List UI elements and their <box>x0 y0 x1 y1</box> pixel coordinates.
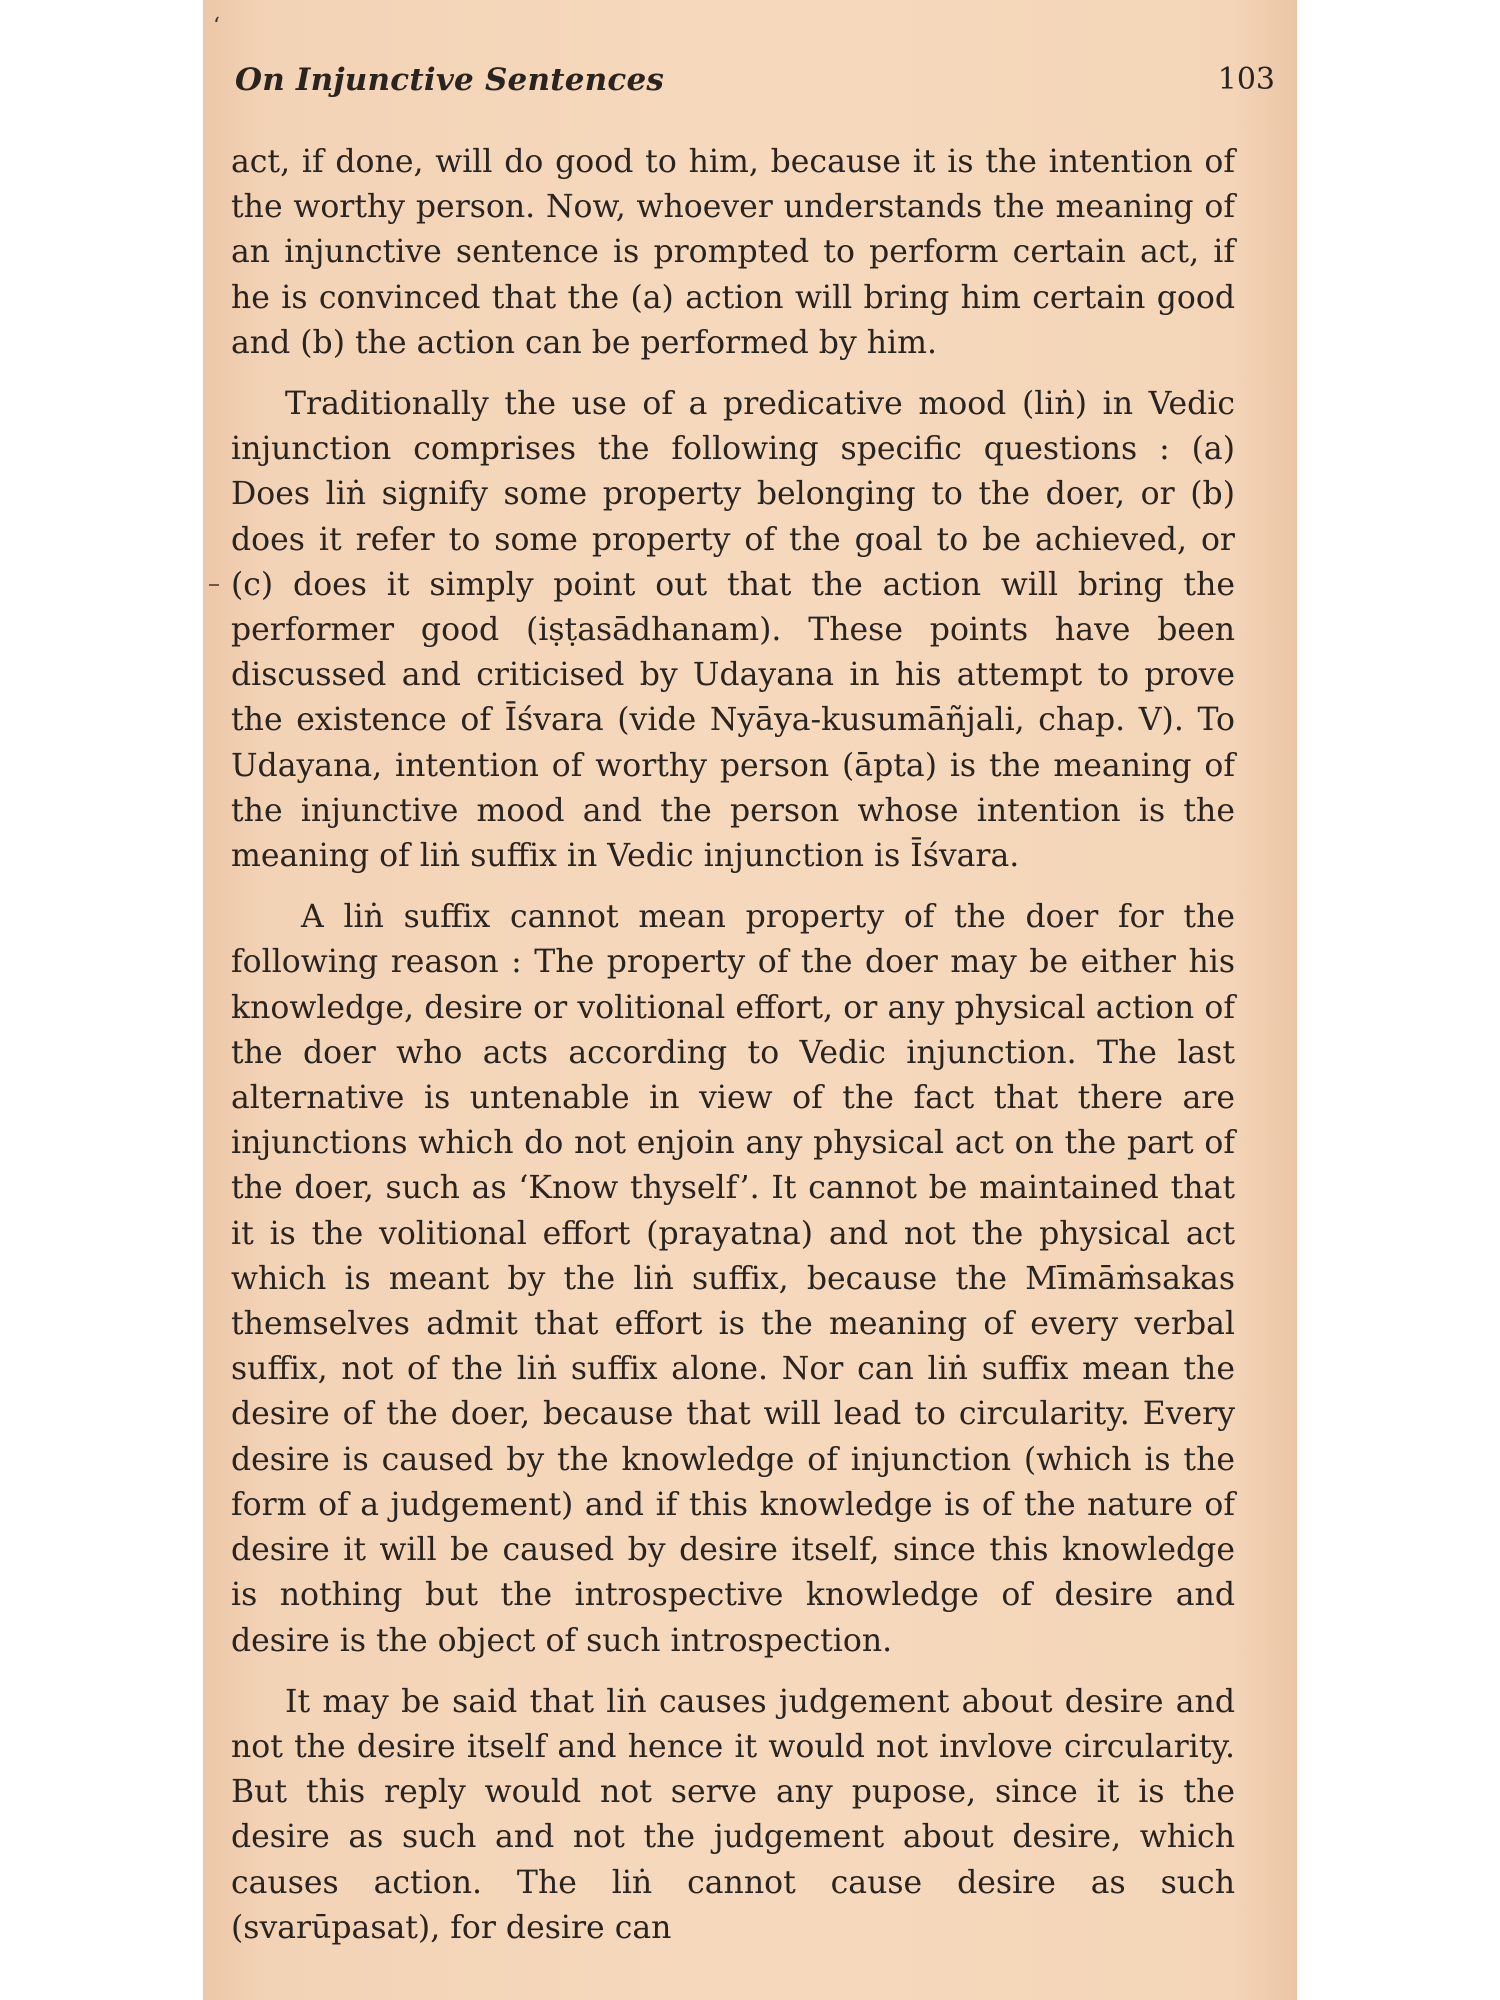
running-title: On Injunctive Sentences <box>235 62 665 98</box>
margin-scan-mark <box>209 584 219 586</box>
paragraph-1: act, if done, will do good to him, because it is the intention of the worthy person. Now, whoever understands the meaning of an injunctive sentence is prompted to perform certain act, if he is convinced that the (a) action will bring him certain good and (b) the action can be performed by him. <box>231 144 1235 361</box>
paragraph-2: Traditionally the use of a predicative mood (liṅ) in Vedic injunction comprises the following specific questions : (a) Does liṅ signify some property belonging to the doer, or (b) does it refer to some property of the goal to be achieved, or (c) does it simply point out that the action will bring the performer good (iṣṭasādhanam). These points have been discussed and criticised by Udayana in his attempt to prove the existence of Īśvara (vide Nyāya-kusumāñjali, chap. V). To Udayana, intention of worthy person (āpta) is the meaning of the injunctive mood and the person whose intention is the meaning of liṅ suffix in Vedic injunction is Īśvara. <box>231 386 1235 875</box>
page-body <box>231 140 1235 1951</box>
book-page <box>203 0 1297 2000</box>
page-number: 103 <box>1217 62 1275 97</box>
paragraph-4: It may be said that liṅ causes judgement about desire and not the desire itself and hence it would not invlove circularity. But this reply would not serve any pupose, since it is the desire as such and not the judgement about desire, which causes action. The liṅ cannot cause desire as such (svarūpasat), for desire can <box>231 1683 1235 1946</box>
page-header <box>235 62 1275 106</box>
paragraph-3: A liṅ suffix cannot mean property of the doer for the following reason : The property of the doer may be either his knowledge, desire or volitional effort, or any physical action of the doer who acts according to Vedic injunction. The last alternative is untenable in view of the fact that there are injunctions which do not enjoin any physical act on the part of the doer, such as ‘Know thyself’. It cannot be maintained that it is the volitional effort (prayatna) and not the physical act which is meant by the liṅ suffix, because the Mīmāṁsakas themselves admit that effort is the meaning of every verbal suffix, not of the liṅ suffix alone. Nor can liṅ suffix mean the desire of the doer, because that will lead to circularity. Every desire is caused by the knowledge of injunction (which is the form of a judgement) and if this knowledge is of the nature of desire it will be caused by desire itself, since this knowledge is nothing but the introspective knowledge of desire and desire is the object of such introspection. <box>231 899 1235 1659</box>
margin-tick-mark: ‘ <box>213 14 220 39</box>
